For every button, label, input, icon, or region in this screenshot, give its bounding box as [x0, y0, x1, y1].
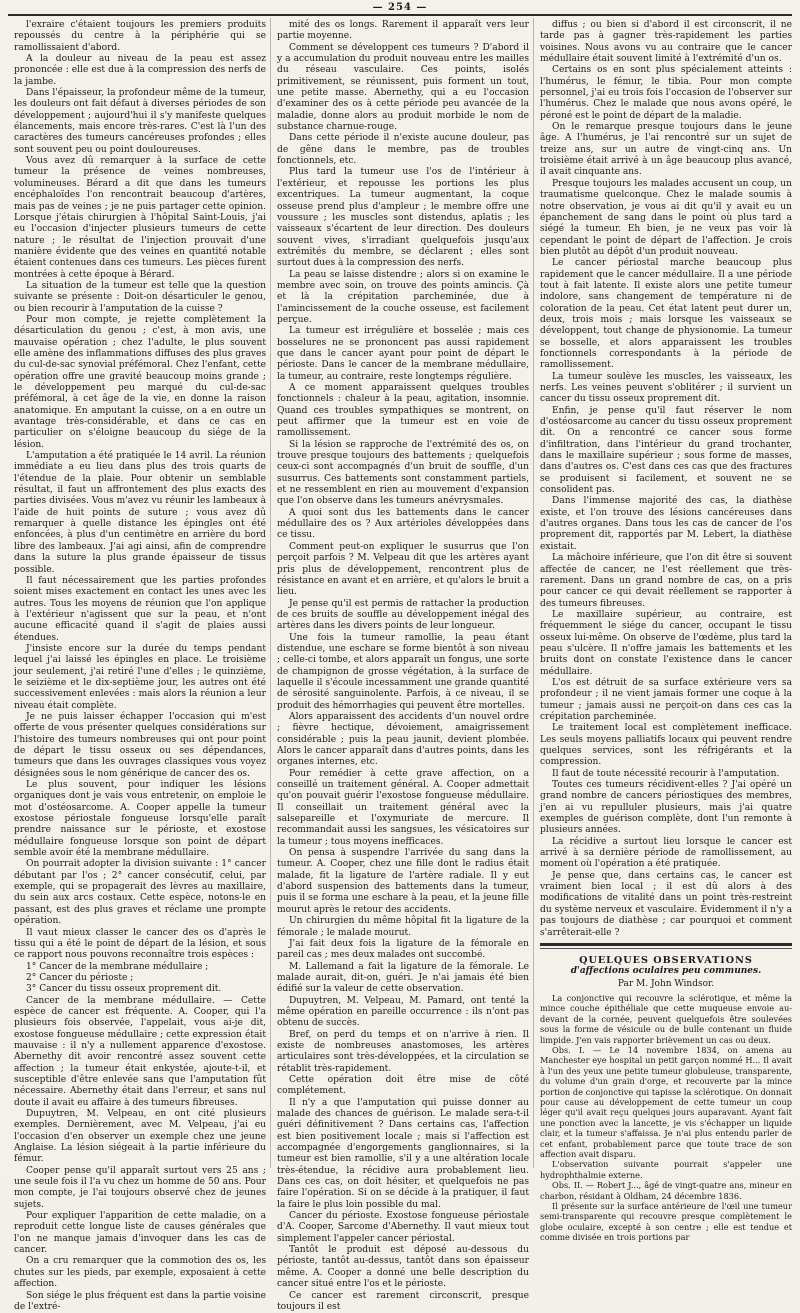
- paragraph: Il vaut mieux classer le cancer des os d'après le tissu qui a été le point de départ de la lésion, et sous ce rapport nous pouvons reconnaître trois espèces :: [14, 928, 266, 962]
- paragraph: 2° Cancer du périoste ;: [14, 973, 266, 984]
- paragraph: Je pense qu'il est permis de rattacher la production de ces bruits de souffle au développement inégal des artères dans les divers points de leur longueur.: [277, 599, 529, 633]
- paragraph: Dupuytren, M. Velpeau, M. Pamard, ont tenté la même opération en pareille occurrence : ils n'ont pas obtenu de succès.: [277, 996, 529, 1030]
- paragraph: Pour mon compte, je rejette complètement la désarticulation du genou ; c'est, à mon avis, une mauvaise opération ; chez l'adulte, le plus souvent elle amène des inflammations diffuses des plus graves du cul-de-sac synovial préfémoral. Chez l'enfant, cette opération offre une gravité beaucoup moins grande ; le développement peu marqué du cul-de-sac préfémoral, à cet âge de la vie, en donne la raison anatomique. En amputant la cuisse, on a en outre un avantage très-considérable, et dans ce cas en particulier on s'éloigne beaucoup du siége de la lésion.: [14, 315, 266, 451]
- paragraph: l'exraire c'étaient toujours les premiers produits repoussés du centre à la périphérie qui se ramollissaient d'abord.: [14, 20, 266, 54]
- paragraph: A quoi sont dus les battements dans le cancer médullaire des os ? Aux artérioles développées dans ce tissu.: [277, 508, 529, 542]
- header-rule: [8, 14, 792, 16]
- paragraph: Il n'y a que l'amputation qui puisse donner au malade des chances de guérison. Le malade sera-t-il guéri définitivement ? Dans certains cas, l'affection est bien positivement locale ; mais si l'affection est accompagnée d'engorgements ganglionnaires, si la tumeur est bien ramollie, s'il y a une altération locale très-étendue, la récidive aura probablement lieu. Dans ces cas, on doit hésiter, et quelquefois ne pas faire l'opération. Si on se décide à la pratiquer, il faut la faire le plus loin possible du mal.: [277, 1098, 529, 1211]
- paragraph: Dupuytren, M. Velpeau, en ont cité plusieurs exemples. Dernièrement, avec M. Velpeau, j'ai eu l'occasion d'en observer un exemple chez une jeune Anglaise. La lésion siégeait à la partie inférieure du fémur.: [14, 1109, 266, 1166]
- paragraph: Dans l'épaisseur, la profondeur même de la tumeur, les douleurs ont fait défaut à diverses périodes de son développement ; aujourd'hui il s'y manifeste quelques élancements, mais encore très-rares. C'est là l'un des caractères des tumeurs cancéreuses profondes ; elles sont souvent peu ou point douloureuses.: [14, 88, 266, 156]
- paragraph: On pourrait adopter la division suivante : 1° cancer débutant par l'os ; 2° cancer consécutif, celui, par exemple, qui se propagerait des lèvres au maxillaire, du sein aux arcs costaux. Cette espèce, notons-le en passant, est des plus graves et réclame une prompte opération.: [14, 859, 266, 927]
- paragraph: La tumeur est irrégulière et bosselée ; mais ces bosselures ne se prononcent pas aussi rapidement que dans le cancer ayant pour point de départ le périoste. Dans le cancer de la membrane médullaire, la tumeur, au contraire, reste longtemps régulière.: [277, 326, 529, 383]
- paragraph: Le maxillaire supérieur, au contraire, est fréquemment le siége du cancer, occupant le tissu osseux lui-même. On observe de l'œdème, plus tard la peau s'ulcère. Il n'offre jamais les battements et les bruits dont on constate l'existence dans le cancer médullaire.: [540, 610, 792, 678]
- paragraph: Dans cette période il n'existe aucune douleur, pas de gêne dans le membre, pas de troubles fonctionnels, etc.: [277, 133, 529, 167]
- paragraph: Tantôt le produit est déposé au-dessous du périoste, tantôt au-dessus, tantôt dans son épaisseur même. A. Cooper a donné une belle description du cancer situé entre l'os et le périoste.: [277, 1245, 529, 1290]
- paragraph: Plus tard la tumeur use l'os de l'intérieur à l'extérieur, et repousse les portions les plus excentriques. La tumeur augmentant, la coque osseuse prend plus d'ampleur ; le membre offre une voussure ; les muscles sont distendus, aplatis ; les vaisseaux s'écartent de leur direction. Des douleurs souvent vives, s'irradiant quelquefois jusqu'aux extrémités du membre, se déclarent ; elles sont surtout dues à la compression des nerfs.: [277, 167, 529, 269]
- column-1: [14, 20, 266, 1313]
- paragraph: Son siége le plus fréquent est dans la partie voisine de l'extré-: [14, 1291, 266, 1313]
- paragraph: On le remarque presque toujours dans le jeune âge. A l'humérus, je l'ai rencontré sur un sujet de treize ans, sur un autre de vingt-cinq ans. Un troisième était arrivé à un âge beaucoup plus avancé, il avait cinquante ans.: [540, 122, 792, 179]
- paragraph: Ce cancer est rarement circonscrit, presque toujours il est: [277, 1291, 529, 1313]
- paragraph: Comment se développent ces tumeurs ? D'abord il y a accumulation du produit nouveau entre les mailles du réseau vasculaire. Ces points, isolés primitivement, se réunissent, puis forment un tout, une petite masse. Abernethy, qui a eu l'occasion d'examiner des os à cette période peu avancée de la maladie, donne alors au produit morbide le nom de substance charnue-rouge.: [277, 43, 529, 134]
- section-author: Par M. John Windsor.: [540, 979, 792, 990]
- column-divider: [533, 18, 534, 1168]
- paragraph: Obs. II. — Robert J..., âgé de vingt-quatre ans, mineur en charbon, résidant à Oldham, 24 décembre 1836.: [540, 1180, 792, 1201]
- paragraph: L'observation suivante pourrait s'appeler une hydrophthalmie externe.: [540, 1159, 792, 1180]
- column-3: [540, 20, 792, 1243]
- paragraph: A la douleur au niveau de la peau est assez prononcée : elle est due à la compression des nerfs de la jambe.: [14, 54, 266, 88]
- page-number: — 254 —: [373, 2, 428, 13]
- paragraph: mité des os longs. Rarement il apparaît vers leur partie moyenne.: [277, 20, 529, 43]
- paragraph: Comment peut-on expliquer le susurrus que l'on perçoit parfois ? M. Velpeau dit que les artères ayant pris plus de développement, rencontrent plus de résistance en avant et en arrière, et qu'alors le bruit a lieu.: [277, 542, 529, 599]
- paragraph: diffus ; ou bien si d'abord il est circonscrit, il ne tarde pas à gagner très-rapidement les parties voisines. Nous avons vu au contraire que le cancer médullaire était souvent limité à l'extrémité d'un os.: [540, 20, 792, 65]
- section-subtitle: d'affections oculaires peu communes.: [540, 966, 792, 977]
- paragraph: L'os est détruit de sa surface extérieure vers sa profondeur ; il ne vient jamais former une coque à la tumeur ; jamais aussi ne perçoit-on dans ces cas la crépitation parcheminée.: [540, 678, 792, 723]
- paragraph: La peau se laisse distendre ; alors si on examine le membre avec soin, on trouve des points amincis. Çà et là la crépitation parcheminée, due à l'amincissement de la couche osseuse, est facilement perçue.: [277, 270, 529, 327]
- paragraph: Le cancer périostal marche beaucoup plus rapidement que le cancer médullaire. Il a une période tout à fait latente. Il existe alors une petite tumeur indolore, sans changement de température ni de coloration de la peau. Cet état latent peut durer un, deux, trois mois ; mais lorsque les vaisseaux se développent, tout change de physionomie. La tumeur se bosselle, et alors apparaissent les troubles fonctionnels correspondants à la période de ramollissement.: [540, 258, 792, 371]
- section-title: QUELQUES OBSERVATIONS: [540, 955, 792, 966]
- paragraph: Vous avez dû remarquer à la surface de cette tumeur la présence de veines nombreuses, volumineuses. Bérard a dit que dans les tumeurs encéphaloïdes l'on rencontrait beaucoup d'artères, mais pas de veines ; je ne puis partager cette opinion. Lorsque j'étais chirurgien à l'hôpital Saint-Louis, j'ai eu l'occasion d'injecter plusieurs tumeurs de cette nature ; le résultat de l'injection prouvait d'une manière évidente que des veines en quantité notable étaient contenues dans ces tumeurs. Les pièces furent montrées à cette époque à Bérard.: [14, 156, 266, 281]
- paragraph: Toutes ces tumeurs récidivent-elles ? J'ai opéré un grand nombre de cancers périostiques des membres, j'en ai vu repulluler plusieurs, mais j'ai quatre exemples de guérison complète, dont l'un remonte à plusieurs années.: [540, 780, 792, 837]
- paragraph: Cette opération doit être mise de côté complétement.: [277, 1075, 529, 1098]
- paragraph: Il faut de toute nécessité recourir à l'amputation.: [540, 769, 792, 780]
- paragraph: Un chirurgien du même hôpital fit la ligature de la fémorale ; le malade mourut.: [277, 916, 529, 939]
- paragraph: Presque toujours les malades accusent un coup, un traumatisme quelconque. Chez le malade soumis à notre observation, je vous ai dit qu'il y avait eu un épanchement de sang dans le point où plus tard a siégé la tumeur. Eh bien, je ne veux pas voir là cependant le point de départ de l'affection. Je crois bien plutôt au dépôt d'un produit nouveau.: [540, 179, 792, 258]
- paragraph: Le traitement local est complètement inefficace. Les seuls moyens palliatifs locaux qui peuvent rendre quelques services, sont les réfrigérants et la compression.: [540, 723, 792, 768]
- paragraph: Cooper pense qu'il apparaît surtout vers 25 ans ; une seule fois il l'a vu chez un homme de 50 ans. Pour mon compte, je l'ai toujours observé chez de jeunes sujets.: [14, 1166, 266, 1211]
- paragraph: A ce moment apparaissent quelques troubles fonctionnels : chaleur à la peau, agitation, insomnie. Quand ces troubles sympathiques se montrent, on peut affirmer que la tumeur est en voie de ramollissement.: [277, 383, 529, 440]
- paragraph: Il présente sur la surface antérieure de l'œil une tumeur semi-transparente qui recouvre presque complètement le globe oculaire, excepté à son centre ; elle est tendue et comme divisée en trois portions par: [540, 1201, 792, 1243]
- paragraph: Si la lésion se rapproche de l'extrémité des os, on trouve presque toujours des battements ; quelquefois ceux-ci sont accompagnés d'un bruit de souffle, d'un susurrus. Ces battements sont constamment partiels, et ne ressemblent en rien au mouvement d'expansion que l'on observe dans les tumeurs anévrysmales.: [277, 440, 529, 508]
- paragraph: L'amputation a été pratiquée le 14 avril. La réunion immédiate a eu lieu dans plus des trois quarts de l'étendue de la plaie. Pour obtenir un semblable résultat, il faut un affrontement des plus exacts des parties divisées. Vous m'avez vu réunir les lambeaux à l'aide de huit points de suture ; vous avez dû remarquer à quelle distance les épingles ont été enfoncées, à plus d'un centimètre en arrière du bord libre des lambeaux. J'ai agi ainsi, afin de comprendre dans la suture la plus grande épaisseur de tissus possible.: [14, 451, 266, 576]
- paragraph: La tumeur soulève les muscles, les vaisseaux, les nerfs. Les veines peuvent s'oblitérer ; il survient un cancer du tissu osseux proprement dit.: [540, 372, 792, 406]
- paragraph: La situation de la tumeur est telle que la question suivante se présente : Doit-on désarticuler le genou, ou bien recourir à l'amputation de la cuisse ?: [14, 281, 266, 315]
- paragraph: Alors apparaissent des accidents d'un nouvel ordre ; fièvre hectique, dévoiement, amaigrissement considérable ; puis la peau jaunit, devient plombée. Alors le cancer apparaît dans d'autres points, dans les organes internes, etc.: [277, 712, 529, 769]
- paragraph: J'ai fait deux fois la ligature de la fémorale en pareil cas ; mes deux malades ont succombé.: [277, 939, 529, 962]
- paragraph: On pensa à suspendre l'arrivée du sang dans la tumeur. A. Cooper, chez une fille dont le radius était malade, fit la ligature de l'artère radiale. Il y eut d'abord suspension des battements dans la tumeur, puis il se forma une eschare à la peau, et la jeune fille mourut après le retour des accidents.: [277, 848, 529, 916]
- paragraph: Dans l'immense majorité des cas, la diathèse existe, et l'on trouve des lésions cancéreuses dans d'autres organes. Dans tous les cas de cancer de l'os proprement dit, rapportés par M. Lebert, la diathèse existait.: [540, 496, 792, 553]
- column-2: [277, 20, 529, 1313]
- paragraph: On a cru remarquer que la commotion des os, les chutes sur les pieds, par exemple, exposaient à cette affection.: [14, 1256, 266, 1290]
- column-3-article: [540, 20, 792, 939]
- section-rule-thin: [540, 948, 792, 949]
- paragraph: Cancer de la membrane médullaire. — Cette espèce de cancer est fréquente. A. Cooper, qui l'a plusieurs fois observée, l'appelait, vous ai-je dit, exostose fongueuse médullaire ; cette expression était mauvaise : il n'y a nullement apparence d'exostose. Abernethy dit avoir rencontré assez souvent cette affection ; la tumeur était enkystée, ajoute-t-il, et susceptible d'être enlevée sans que l'amputation fût nécessaire. Abernethy était dans l'erreur, et sans nul doute il avait eu affaire à des tumeurs fibreuses.: [14, 996, 266, 1109]
- paragraph: 1° Cancer de la membrane médullaire ;: [14, 962, 266, 973]
- paragraph: J'insiste encore sur la durée du temps pendant lequel j'ai laissé les épingles en place. Le troisième jour seulement, j'ai retiré l'une d'elles ; le quinzième, le seizième et le dix-septième jour, les autres ont été successivement enlevées : mais alors la réunion a leur niveau était complète.: [14, 644, 266, 712]
- paragraph: Cancer du périoste. Exostose fongueuse périostale d'A. Cooper, Sarcome d'Abernethy. Il vaut mieux tout simplement l'appeler cancer périostal.: [277, 1211, 529, 1245]
- paragraph: Le plus souvent, pour indiquer les lésions organiques dont je vais vous entretenir, on emploie le mot d'ostéosarcome. A. Cooper appelle la tumeur exostose périostale fongueuse lorsqu'elle paraît prendre naissance sur le périoste, et exostose médullaire fongueuse lorsque son point de départ semble avoir été la membrane médullaire.: [14, 780, 266, 859]
- paragraph: Enfin, je pense qu'il faut réserver le nom d'ostéosarcome au cancer du tissu osseux proprement dit. On a rencontré ce cancer sous forme d'infiltration, dans l'intérieur du grand trochanter, dans le maxillaire supérieur ; sous forme de masses, dans d'autres os. C'est dans ces cas que des fractures se produisent si facilement, et souvent ne se consolident pas.: [540, 406, 792, 497]
- paragraph: Pour expliquer l'apparition de cette maladie, on a reproduit cette longue liste de causes générales que l'on ne manque jamais d'invoquer dans les cas de cancer.: [14, 1211, 266, 1256]
- paragraph: Une fois la tumeur ramollie, la peau étant distendue, une eschare se forme bientôt à son niveau ; celle-ci tombe, et alors apparaît un fongus, une sorte de champignon de grosse végétation, à la surface de laquelle il s'écoule incessamment une grande quantité de sérosité sanguinolente. Parfois, à ce niveau, il se produit des hémorrhagies qui peuvent être mortelles.: [277, 633, 529, 712]
- column-divider: [270, 18, 271, 1168]
- paragraph: La mâchoire inférieure, que l'on dit être si souvent affectée de cancer, ne l'est réellement que très-rarement. Dans un grand nombre de cas, on a pris pour cancer ce qui devait réellement se rapporter à des tumeurs fibreuses.: [540, 553, 792, 610]
- paragraph: Bref, on perd du temps et on n'arrive à rien. Il existe de nombreuses anastomoses, les artères articulaires sont très-développées, et la circulation se rétablit très-rapidement.: [277, 1030, 529, 1075]
- paragraph: Pour remédier à cette grave affection, on a conseillé un traitement général. A. Cooper admettait qu'on pouvait guérir l'exostose fongueuse médullaire. Il conseillait un traitement général avec la salsepareille et l'oxymuriate de mercure. Il recommandait aussi les sangsues, les vésicatoires sur la tumeur ; tous moyens inefficaces.: [277, 769, 529, 848]
- paragraph: 3° Cancer du tissu osseux proprement dit.: [14, 984, 266, 995]
- paragraph: La récidive a surtout lieu lorsque le cancer est arrivé à sa dernière période de ramollissement, au moment où l'opération a été pratiquée.: [540, 837, 792, 871]
- paragraph: Il faut nécessairement que les parties profondes soient mises exactement en contact les unes avec les autres. Tous les moyens de réunion que l'on applique à l'extérieur n'agissent que sur la peau, et n'ont aucune efficacité quand il s'agit de plaies aussi étendues.: [14, 576, 266, 644]
- paragraph: M. Lallemand a fait la ligature de la fémorale. Le malade aurait, dit-on, guéri. Je n'ai jamais été bien édifié sur la valeur de cette observation.: [277, 962, 529, 996]
- paragraph: Certains os en sont plus spécialement atteints : l'humérus, le fémur, le tibia. Pour mon compte personnel, j'ai eu trois fois l'occasion de l'observer sur l'humérus. Chez le malade que nous avons opéré, le péroné est le point de départ de la maladie.: [540, 65, 792, 122]
- paragraph: Obs. I. — Le 14 novembre 1834, on amena au Manchester eye hospital un petit garçon nommé H... Il avait à l'un des yeux une petite tumeur globuleuse, transparente, du volume d'un grain d'orge, et recouverte par la mince portion de conjonctive qui tapisse la sclérotique. On donnait pour cause au développement de cette tumeur un coup léger qu'il avait reçu quelques jours auparavant. Ayant fait une ponction avec la lancette, je vis s'échapper un liquide clair, et la tumeur s'affaissa. Je n'ai plus entendu parler de cet enfant, probablement parce que toute trace de son affection avait disparu.: [540, 1045, 792, 1159]
- section-rule: [540, 943, 792, 946]
- paragraph: La conjonctive qui recouvre la sclérotique, et même la mince couche épithéliale que cette muqueuse envoie au-devant de la cornée, peuvent quelquefois être soulevées sous la forme de vésicule ou de bulle contenant un fluide limpide. J'en vais rapporter brièvement un cas ou deux.: [540, 993, 792, 1045]
- paragraph: Je pense que, dans certains cas, le cancer est vraiment bien local ; il est dû alors à des modifications de vitalité dans un point très-restreint du système nerveux et vasculaire. Évidemment il n'y a pas toujours de diathèse ; car pourquoi et comment s'arrêterait-elle ?: [540, 871, 792, 939]
- paragraph: Je ne puis laisser échapper l'occasion qui m'est offerte de vous présenter quelques considérations sur l'histoire des tumeurs nombreuses qui ont pour point de départ le tissu osseux ou ses dépendances, tumeurs que dans les ouvrages classiques vous voyez désignées sous le nom générique de cancer des os.: [14, 712, 266, 780]
- column-3-observations: [540, 993, 792, 1243]
